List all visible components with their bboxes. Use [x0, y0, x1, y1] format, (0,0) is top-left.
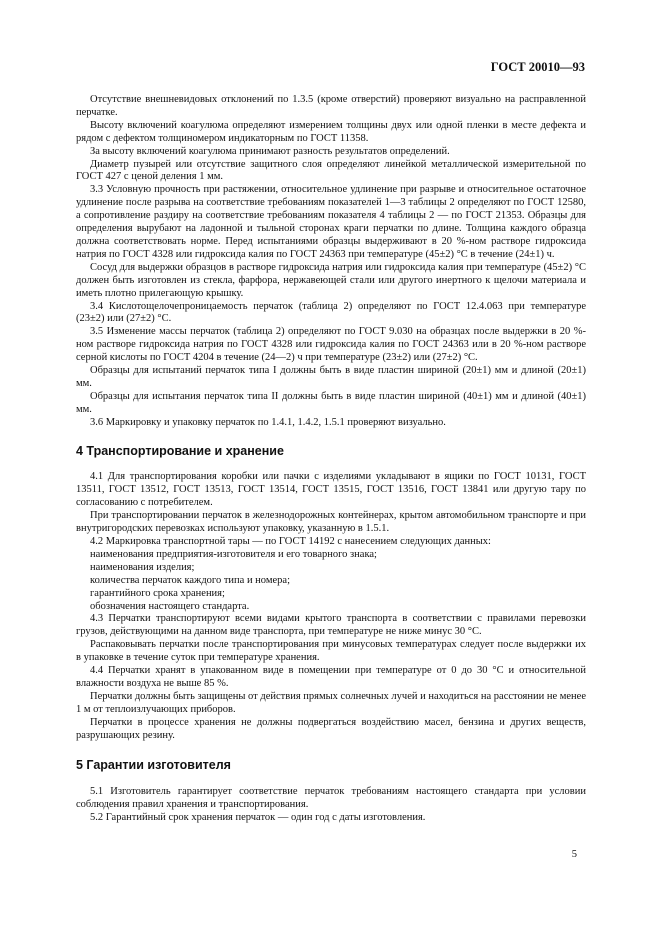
paragraph: За высоту включений коагулюма принимают разность результатов определений.	[90, 145, 450, 157]
document-body	[76, 94, 586, 825]
clause-5-1: 5.1 Изготовитель гарантирует соответствие перчаток требованиям настоящего стандарта при условии соблюдения правил хранения и транспортирования.	[76, 786, 586, 811]
list-item: обозначения настоящего стандарта.	[90, 600, 250, 612]
paragraph: Образцы для испытания перчаток типа II должны быть в виде пластин шириной (40±1) мм и длиной (40±1) мм.	[76, 390, 586, 415]
paragraph: Диаметр пузырей или отсутствие защитного слоя определяют линейкой металлической измерительной по ГОСТ 427 с ценой деления 1 мм.	[76, 158, 586, 183]
paragraph: Перчатки в процессе хранения не должны подвергаться воздействию масел, бензина и других веществ, разрушающих резину.	[76, 716, 586, 741]
clause-4-1: 4.1 Для транспортирования коробки или пачки с изделиями укладывают в ящики по ГОСТ 10131, ГОСТ 13511, ГОСТ 13512, ГОСТ 13513, ГОСТ 13514, ГОСТ 13515, ГОСТ 13516, ГОСТ 13841 или другую тару по согласованию с потребителем.	[76, 471, 586, 509]
clause-4-2: 4.2 Маркировка транспортной тары — по ГОСТ 14192 с нанесением следующих данных:	[90, 536, 491, 547]
page-number: 5	[571, 849, 577, 860]
clause-3-3: 3.3 Условную прочность при растяжении, относительное удлинение при разрыве и относительное остаточное удлинение после разрыва на соответствие требованиям показателей 1—3 таблицы 2 определяют по ГОСТ 12580, а сопротивление раздиру на соответствие требованиям показателя 4 таблицы 2 — по ГОСТ 21353. Образцы для определения вырубают на ладонной и тыльной сторонах краги перчатки по длине. Толщина каждого образца должна соответствовать норме. Перед испытаниями образцы выдерживают в 20 %-ном растворе гидроксида натрия по ГОСТ 4328 или гидроксида калия по ГОСТ 24363 при температуре (45±2) °С в течение (24±1) ч.	[76, 184, 586, 260]
paragraph: Высоту включений коагулюма определяют измерением толщины двух или одной пленки в месте дефекта и рядом с дефектом толщиномером индикаторным по ГОСТ 11358.	[76, 119, 586, 144]
clause-4-3: 4.3 Перчатки транспортируют всеми видами крытого транспорта в соответствии с правилами перевозки грузов, действующими на данном виде транспорта, при температуре не ниже минус 30 °С.	[76, 613, 586, 638]
paragraph: Образцы для испытаний перчаток типа I должны быть в виде пластин шириной (20±1) мм и длиной (20±1) мм.	[76, 365, 586, 389]
paragraph: Распаковывать перчатки после транспортирования при минусовых температурах следует после выдержки их в упаковке в течение суток при температуре хранения.	[76, 639, 586, 664]
list-item: наименования изделия;	[90, 561, 195, 573]
list-item: гарантийного срока хранения;	[90, 587, 225, 599]
clause-5-2: 5.2 Гарантийный срок хранения перчаток — один год с даты изготовления.	[90, 812, 426, 824]
list-item: количества перчаток каждого типа и номера;	[90, 574, 290, 586]
list-item: наименования предприятия-изготовителя и его товарного знака;	[90, 548, 377, 560]
paragraph: Сосуд для выдержки образцов в растворе гидроксида натрия или гидроксида калия при температуре (45±2) °С должен быть изготовлен из стекла, фарфора, нержавеющей стали или другого инертного к щелочи материала и иметь плотно прилегающую крышку.	[76, 261, 586, 299]
section-5-heading: 5 Гарантии изготовителя	[76, 757, 231, 772]
document-code-header: ГОСТ 20010—93	[490, 60, 585, 74]
clause-3-4: 3.4 Кислотощелочепроницаемость перчаток (таблица 2) определяют по ГОСТ 12.4.063 при температуре (23±2) или (27±2) °С.	[76, 300, 586, 325]
clause-4-4: 4.4 Перчатки хранят в упакованном виде в помещении при температуре от 0 до 30 °С и относительной влажности воздуха не выше 85 %.	[76, 665, 586, 689]
clause-3-6: 3.6 Маркировку и упаковку перчаток по 1.4.1, 1.4.2, 1.5.1 проверяют визуально.	[90, 416, 446, 428]
paragraph: Перчатки должны быть защищены от действия прямых солнечных лучей и находиться на расстоянии не менее 1 м от теплоизлучающих приборов.	[76, 690, 586, 715]
paragraph: При транспортировании перчаток в железнодорожных контейнерах, крытом автомобильном транспорте и при внутригородских перевозках используют упаковку, указанную в 1.5.1.	[76, 510, 586, 535]
clause-3-5: 3.5 Изменение массы перчаток (таблица 2) определяют по ГОСТ 9.030 на образцах после выдержки в 20 %-ном растворе гидроксида натрия по ГОСТ 4328 или гидроксида калия по ГОСТ 24363 или в 20 %-ном растворе серной кислоты по ГОСТ 4204 в течение (24—2) ч при температуре (23±2) или (27±2) °С.	[76, 326, 586, 364]
section-4-heading: 4 Транспортирование и хранение	[76, 443, 284, 458]
paragraph: Отсутствие внешневидовых отклонений по 1.3.5 (кроме отверстий) проверяют визуально на расправленной перчатке.	[76, 94, 586, 118]
